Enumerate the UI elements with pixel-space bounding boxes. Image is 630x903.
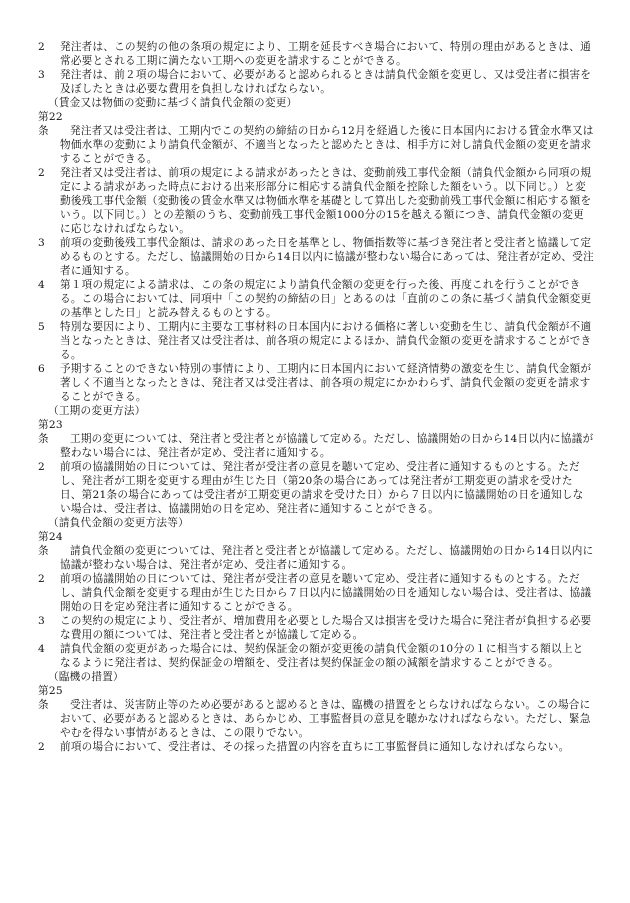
article-22-item-4 <box>38 278 594 320</box>
item-text: 前項の協議開始の日については、発注者が受注者の意見を聴いて定め、受注者に通知するものとする。ただし、発注者が工期を変更する理由が生じた日（第20条の場合にあっては発注者が工期変更の請求を受けた日、第21条の場合にあっては受注者が工期変更の請求を受けた日）から７日以内に協議開始の日を通知しない場合は、受注者は、協議開始の日を定め、発注者に通知することができる。 <box>60 461 584 515</box>
article-22-item-3 <box>38 236 594 278</box>
item-number: 5 <box>38 321 45 333</box>
article-text: 発注者又は受注者は、工期内でこの契約の締結の日から12月を経過した後に日本国内における賃金水準又は物価水準の変動により請負代金額が、不適当となったと認めたときは、相手方に対し請負代金額の変更を請求することができる。 <box>60 125 594 165</box>
article-23 <box>38 418 594 460</box>
item-text: 予期することのできない特別の事情により、工期内に日本国内において経済情勢の激変を生じ、請負代金額が著しく不適当となったときは、発注者又は受注者は、前各項の規定にかかわらず、請負代金額の変更を請求することができる。 <box>60 363 592 403</box>
item-number: 2 <box>38 461 45 473</box>
item-number: 6 <box>38 363 45 375</box>
article-24-item-2 <box>38 572 594 614</box>
item-text: 前項の協議開始の日については、発注者が受注者の意見を聴いて定め、受注者に通知するものとする。ただし、請負代金額を変更する理由が生じた日から７日以内に協議開始の日を通知しない場合は、受注者は、協議開始の日を定め発注者に通知することができる。 <box>60 573 592 613</box>
item-number: 2 <box>38 167 45 179</box>
item-text: 特別な要因により、工期内に主要な工事材料の日本国内における価格に著しい変動を生じ、請負代金額が不適当となったときは、発注者又は受注者は、前各項の規定によるほか、請負代金額の変更を請求することができる。 <box>60 321 592 361</box>
item-number: 3 <box>38 615 45 627</box>
article-24 <box>38 530 594 572</box>
clause-21-item-2 <box>38 40 594 68</box>
article-text: 受注者は、災害防止等のため必要があると認めるときは、臨機の措置をとらなければならない。この場合において、必要があると認めるときは、あらかじめ、工事監督員の意見を聴かなければならない。ただし、緊急やむを得ない事情があるときは、この限りでない。 <box>60 699 591 739</box>
article-22-item-5 <box>38 320 594 362</box>
item-text: この契約の規定により、受注者が、増加費用を必要とした場合又は損害を受けた場合に発注者が負担する必要な費用の額については、発注者と受注者とが協議して定める。 <box>60 615 592 641</box>
item-text: 第１項の規定による請求は、この条の規定により請負代金額の変更を行った後、再度これを行うことができる。この場合においては、同項中「この契約の締結の日」とあるのは「直前のこの条に基づく請負代金額変更の基準とした日」と読み替えるものとする。 <box>60 279 592 319</box>
article-23-item-2 <box>38 460 594 516</box>
item-text: 発注者又は受注者は、前項の規定による請求があったときは、変動前残工事代金額（請負代金額から同項の規定による請求があった時点における出来形部分に相応する請負代金額を控除した額をいう。以下同じ。）と変動後残工事代金額（変動後の賃金水準又は物価水準を基礎として算出した変動前残工事代金額に相応する額をいう。以下同じ。）との差額のうち、変動前残工事代金額1000分の15を越える額につき、請負代金額の変更に応じなければならない。 <box>60 167 592 235</box>
article-24-item-4 <box>38 642 594 670</box>
article-number: 第25条 <box>38 685 63 711</box>
item-number: 4 <box>38 279 45 291</box>
article-25-item-2 <box>38 740 594 754</box>
article-22-caption: （賃金又は物価の変動に基づく請負代金額の変更） <box>48 97 298 109</box>
article-text: 請負代金額の変更については、発注者と受注者とが協議して定める。ただし、協議開始の日から14日以内に協議が整わない場合は、発注者が定め、受注者に通知する。 <box>60 545 594 571</box>
article-text: 工期の変更については、発注者と受注者とが協議して定める。ただし、協議開始の日から14日以内に協議が整わない場合には、発注者が定め、受注者に通知する。 <box>60 433 594 459</box>
item-text: 請負代金額の変更があった場合には、契約保証金の額が変更後の請負代金額の10分の１に相当する額以上となるように発注者は、契約保証金の増額を、受注者は契約保証金の額の減額を請求することができる。 <box>60 643 584 669</box>
contract-document <box>38 40 594 754</box>
item-text: 前項の場合において、受注者は、その採った措置の内容を直ちに工事監督員に通知しなければならない。 <box>60 741 570 753</box>
item-number: 2 <box>38 741 45 753</box>
article-22-item-2 <box>38 166 594 236</box>
item-number: 3 <box>38 69 45 81</box>
article-24-item-3 <box>38 614 594 642</box>
article-22 <box>38 110 594 166</box>
item-text: 前項の変動後残工事代金額は、請求のあった日を基準とし、物価指数等に基づき発注者と受注者と協議して定めるものとする。ただし、協議開始の日から14日以内に協議が整わない場合にあっては、発注者が定め、受注者に通知する。 <box>60 237 594 277</box>
article-number: 第23条 <box>38 419 63 445</box>
clause-21-item-3 <box>38 68 594 96</box>
article-number: 第22条 <box>38 111 63 137</box>
article-22-item-6 <box>38 362 594 404</box>
item-number: 2 <box>38 41 45 53</box>
article-number: 第24条 <box>38 531 63 557</box>
item-number: 4 <box>38 643 45 655</box>
article-25 <box>38 684 594 740</box>
item-number: 2 <box>38 573 45 585</box>
article-25-caption: （臨機の措置） <box>48 671 124 683</box>
item-text: 発注者は、前２項の場合において、必要があると認められるときは請負代金額を変更し、又は受注者に損害を及ぼしたときは必要な費用を負担しなければならない。 <box>60 69 592 95</box>
item-number: 3 <box>38 237 45 249</box>
article-24-caption: （請負代金額の変更方法等） <box>48 517 189 529</box>
article-23-caption: （工期の変更方法） <box>48 405 146 417</box>
item-text: 発注者は、この契約の他の条項の規定により、工期を延長すべき場合において、特別の理由があるときは、通常必要とされる工期に満たない工期への変更を請求することができる。 <box>60 41 591 67</box>
